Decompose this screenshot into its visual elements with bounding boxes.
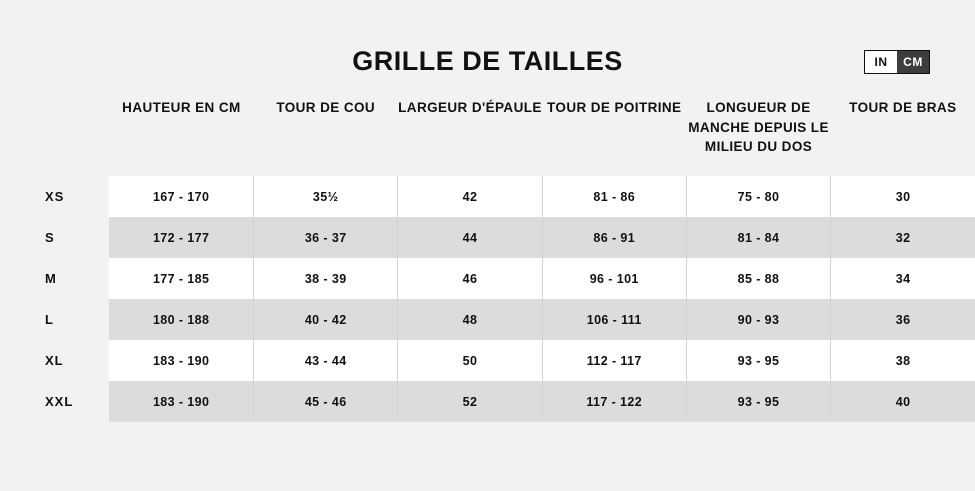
cell-neck: 43 - 44: [254, 340, 398, 381]
table-row: [0, 176, 975, 217]
cell-shoulder: 46: [398, 258, 542, 299]
table-row: [0, 217, 975, 258]
cell-shoulder: 48: [398, 299, 542, 340]
cell-neck: 38 - 39: [254, 258, 398, 299]
cell-height: 172 - 177: [109, 217, 253, 258]
cell-arm: 32: [831, 217, 975, 258]
header-size: [0, 98, 109, 176]
header-sleeve: LONGUEUR DE MANCHE DEPUIS LE MILIEU DU DOS: [688, 100, 829, 155]
cell-neck: 35½: [254, 176, 398, 217]
cell-arm: 38: [831, 340, 975, 381]
cell-sleeve: 93 - 95: [686, 381, 830, 422]
row-size-label: XXL: [0, 381, 109, 422]
cell-chest: 117 - 122: [542, 381, 686, 422]
cell-shoulder: 42: [398, 176, 542, 217]
cell-neck: 36 - 37: [254, 217, 398, 258]
cell-chest: 112 - 117: [542, 340, 686, 381]
cell-arm: 30: [831, 176, 975, 217]
header-arm: TOUR DE BRAS: [849, 100, 957, 115]
cell-sleeve: 90 - 93: [686, 299, 830, 340]
header-chest: TOUR DE POITRINE: [547, 100, 682, 115]
cell-sleeve: 81 - 84: [686, 217, 830, 258]
row-size-label: XS: [0, 176, 109, 217]
cell-height: 180 - 188: [109, 299, 253, 340]
header-shoulder: LARGEUR D'ÉPAULE: [398, 100, 542, 115]
table-row: [0, 258, 975, 299]
cell-shoulder: 52: [398, 381, 542, 422]
cell-arm: 40: [831, 381, 975, 422]
cell-height: 167 - 170: [109, 176, 253, 217]
page-title: GRILLE DE TAILLES: [352, 46, 623, 76]
cell-sleeve: 93 - 95: [686, 340, 830, 381]
cell-height: 177 - 185: [109, 258, 253, 299]
cell-shoulder: 50: [398, 340, 542, 381]
table-row: [0, 381, 975, 422]
unit-option-in[interactable]: IN: [865, 51, 897, 73]
cell-chest: 96 - 101: [542, 258, 686, 299]
cell-chest: 86 - 91: [542, 217, 686, 258]
unit-toggle[interactable]: [864, 50, 930, 74]
cell-arm: 36: [831, 299, 975, 340]
cell-chest: 81 - 86: [542, 176, 686, 217]
cell-shoulder: 44: [398, 217, 542, 258]
cell-sleeve: 85 - 88: [686, 258, 830, 299]
cell-neck: 40 - 42: [254, 299, 398, 340]
table-row: [0, 299, 975, 340]
header-height: HAUTEUR EN CM: [122, 100, 241, 115]
table-row: [0, 340, 975, 381]
row-size-label: S: [0, 217, 109, 258]
size-table: [0, 98, 975, 422]
cell-height: 183 - 190: [109, 340, 253, 381]
table-header: [0, 98, 975, 176]
header-neck: TOUR DE COU: [276, 100, 376, 115]
cell-sleeve: 75 - 80: [686, 176, 830, 217]
header-row: [0, 98, 975, 176]
table-body: [0, 176, 975, 422]
cell-height: 183 - 190: [109, 381, 253, 422]
unit-option-cm[interactable]: CM: [897, 51, 929, 73]
row-size-label: XL: [0, 340, 109, 381]
row-size-label: M: [0, 258, 109, 299]
cell-arm: 34: [831, 258, 975, 299]
cell-neck: 45 - 46: [254, 381, 398, 422]
row-size-label: L: [0, 299, 109, 340]
cell-chest: 106 - 111: [542, 299, 686, 340]
